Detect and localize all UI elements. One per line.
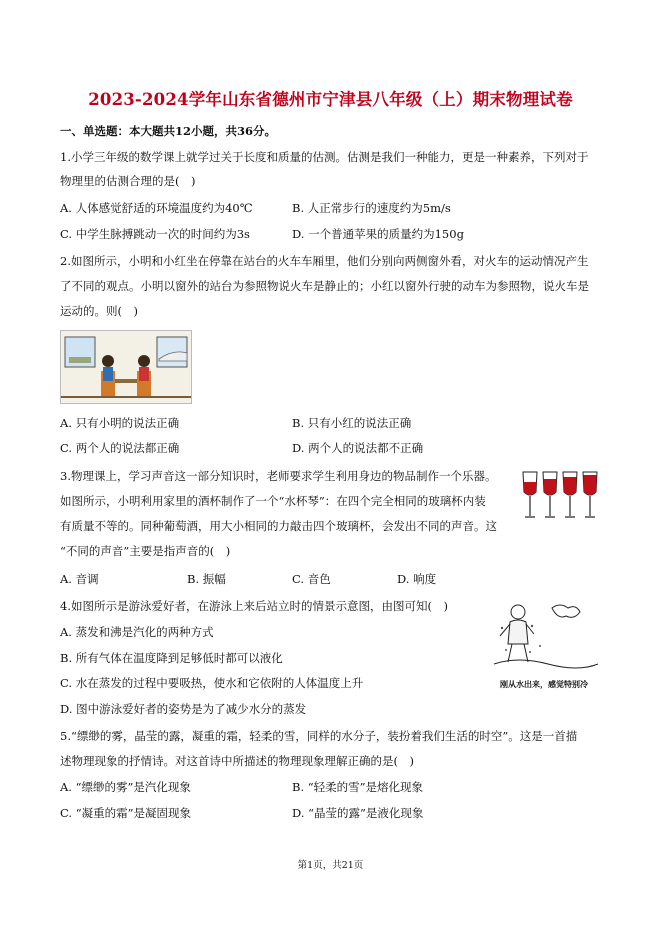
question-text-line: 3.物理课上，学习声音这一部分知识时，老师要求学生利用身边的物品制作一个乐器。 (60, 469, 497, 483)
swimmer-illustration (488, 598, 600, 690)
option-c: C. “凝重的霜”是凝固现象 (60, 806, 191, 820)
page-title: 2023-2024学年山东省德州市宁津县八年级（上）期末物理试卷 (88, 90, 573, 109)
option-c: C. 中学生脉搏跳动一次的时间约为3s (60, 227, 250, 241)
train-illustration (60, 330, 192, 404)
option-b: B. 只有小红的说法正确 (292, 416, 412, 430)
option-b: B. 所有气体在温度降到足够低时都可以液化 (60, 651, 283, 665)
option-b: B. 人正常步行的速度约为5m/s (292, 201, 451, 215)
swimmer-caption: 刚从水出来，感觉特别冷 (500, 679, 588, 689)
question-text-line: 有质量不等的。同种葡萄酒，用大小相同的力敲击四个玻璃杯，会发出不同的声音。这 (60, 519, 497, 533)
option-d: D. 一个普通苹果的质量约为150g (292, 227, 464, 241)
option-d: D. 响度 (397, 572, 437, 586)
question-text-line: 如图所示，小明利用家里的酒杯制作了一个“水杯琴”：在四个完全相同的玻璃杯内装 (60, 494, 486, 508)
question-text-line: 述物理现象的抒情诗。对这首诗中所描述的物理现象理解正确的是( ) (60, 754, 414, 768)
option-c: C. 水在蒸发的过程中要吸热，使水和它依附的人体温度上升 (60, 676, 364, 690)
section-heading: 一、单选题：本大题共12小题，共36分。 (60, 124, 277, 138)
question-text-line: 5.“缥缈的雾，晶莹的露，凝重的霜，轻柔的雪，同样的水分子，装扮着我们生活的时空”。这是一首描 (60, 729, 578, 743)
page-footer: 第1页，共21页 (297, 860, 364, 871)
option-d: D. 图中游泳爱好者的姿势是为了减少水分的蒸发 (60, 702, 307, 716)
option-a: A. 蒸发和沸是汽化的两种方式 (60, 625, 214, 639)
option-a: A. 只有小明的说法正确 (60, 416, 180, 430)
option-b: B. “轻柔的雪”是熔化现象 (292, 780, 424, 794)
option-a: A. 音调 (60, 572, 99, 586)
option-d: D. 两个人的说法都不正确 (292, 441, 424, 455)
question-text-line: 运动的。则( ) (60, 304, 138, 318)
wine-glasses-illustration (521, 470, 601, 522)
option-a: A. “缥缈的雾”是汽化现象 (60, 780, 191, 794)
option-a: A. 人体感觉舒适的环境温度约为40℃ (60, 201, 253, 215)
question-text-line: 了不同的观点。小明以窗外的站台为参照物说火车是静止的；小红以窗外行驶的动车为参照物，说火车是 (60, 279, 589, 293)
option-c: C. 两个人的说法都正确 (60, 441, 180, 455)
question-text-line: 1.小学三年级的数学课上就学过关于长度和质量的估测。估测是我们一种能力，更是一种素养，下列对于 (60, 150, 589, 164)
option-c: C. 音色 (292, 572, 331, 586)
question-text-line: “不同的声音”主要是指声音的( ) (60, 544, 231, 558)
question-text-line: 物理里的估测合理的是( ) (60, 174, 196, 188)
question-text-line: 4.如图所示是游泳爱好者，在游泳上来后站立时的情景示意图，由图可知( ) (60, 599, 448, 613)
option-d: D. “晶莹的露”是液化现象 (292, 806, 424, 820)
option-b: B. 振幅 (187, 572, 226, 586)
question-text-line: 2.如图所示，小明和小红坐在停靠在站台的火车车厢里，他们分别向两侧窗外看，对火车的运动情况产生 (60, 254, 589, 268)
